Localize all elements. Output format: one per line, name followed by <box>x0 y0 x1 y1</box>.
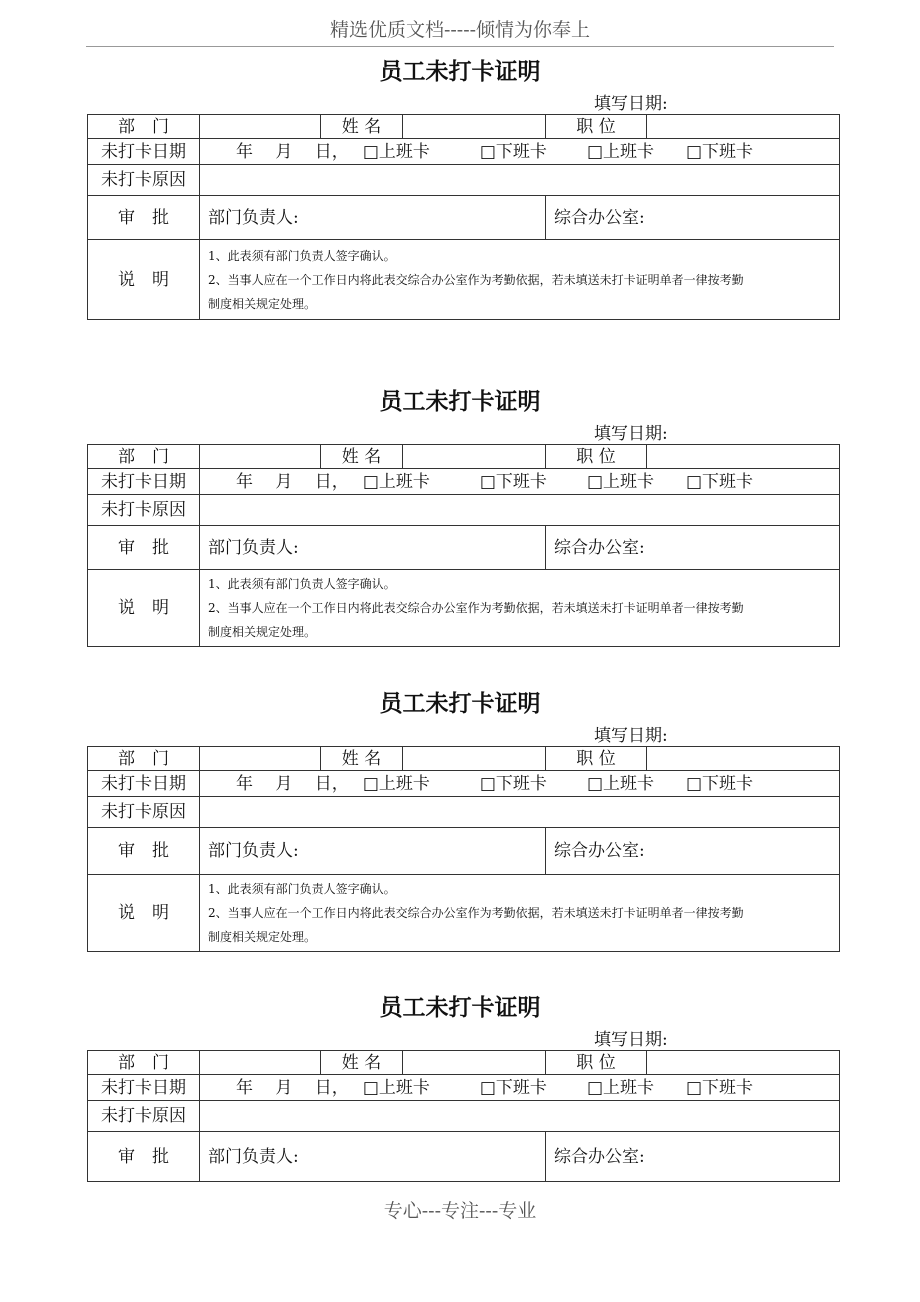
department-label: 部 门 <box>88 747 200 771</box>
name-label: 姓 名 <box>321 115 403 139</box>
missed-date-label: 未打卡日期 <box>88 139 200 165</box>
reason-label: 未打卡原因 <box>88 1101 200 1132</box>
note-2: 2、当事人应在一个工作日内将此表交综合办公室作为考勤依据，若未填送未打卡证明单者一律按考勤 <box>208 601 744 615</box>
form-table <box>87 444 840 647</box>
reason-label: 未打卡原因 <box>88 797 200 828</box>
checkout-checkbox-2[interactable]: □下班卡 <box>686 1077 754 1098</box>
general-office-signature[interactable]: 综合办公室: <box>546 828 840 875</box>
page-header: 精选优质文档-----倾情为你奉上 <box>86 14 834 47</box>
name-field[interactable] <box>403 445 546 469</box>
approval-label: 审 批 <box>88 526 200 570</box>
date-fields: 年 月 日， <box>236 1077 349 1098</box>
checkin-checkbox-2[interactable]: □上班卡 <box>586 141 654 162</box>
checkin-checkbox[interactable]: □上班卡 <box>362 471 430 492</box>
checkout-checkbox[interactable]: □下班卡 <box>479 773 547 794</box>
missed-date-field[interactable] <box>200 771 840 797</box>
approval-label: 审 批 <box>88 1132 200 1182</box>
approval-label: 审 批 <box>88 828 200 875</box>
checkout-checkbox-2[interactable]: □下班卡 <box>686 471 754 492</box>
note-3: 制度相关规定处理。 <box>208 296 317 311</box>
missed-date-field[interactable] <box>200 469 840 495</box>
form-title: 员工未打卡证明 <box>379 59 541 85</box>
name-field[interactable] <box>403 1051 546 1075</box>
checkin-checkbox-2[interactable]: □上班卡 <box>586 471 654 492</box>
position-label: 职 位 <box>546 115 647 139</box>
fill-date-label: 填写日期: <box>594 94 668 114</box>
notes <box>200 570 840 647</box>
checkout-checkbox[interactable]: □下班卡 <box>479 141 547 162</box>
department-field[interactable] <box>200 747 321 771</box>
missed-date-label: 未打卡日期 <box>88 1075 200 1101</box>
reason-field[interactable] <box>200 495 840 526</box>
date-fields: 年 月 日， <box>236 773 349 794</box>
note-3: 制度相关规定处理。 <box>208 625 317 639</box>
missed-date-field[interactable] <box>200 139 840 165</box>
form-table <box>87 1050 840 1182</box>
note-1: 1、此表须有部门负责人签字确认。 <box>208 248 396 263</box>
checkout-checkbox[interactable]: □下班卡 <box>479 1077 547 1098</box>
reason-field[interactable] <box>200 797 840 828</box>
checkin-checkbox-2[interactable]: □上班卡 <box>586 773 654 794</box>
checkin-checkbox[interactable]: □上班卡 <box>362 141 430 162</box>
name-label: 姓 名 <box>321 445 403 469</box>
name-label: 姓 名 <box>321 1051 403 1075</box>
missed-date-field[interactable] <box>200 1075 840 1101</box>
department-field[interactable] <box>200 1051 321 1075</box>
note-2: 2、当事人应在一个工作日内将此表交综合办公室作为考勤依据，若未填送未打卡证明单者一律按考勤 <box>208 272 744 287</box>
department-label: 部 门 <box>88 1051 200 1075</box>
note-1: 1、此表须有部门负责人签字确认。 <box>208 577 396 591</box>
notes-label: 说 明 <box>88 570 200 647</box>
note-1: 1、此表须有部门负责人签字确认。 <box>208 882 396 896</box>
dept-head-signature[interactable]: 部门负责人: <box>200 526 546 570</box>
general-office-signature[interactable]: 综合办公室: <box>546 196 840 240</box>
department-label: 部 门 <box>88 115 200 139</box>
position-field[interactable] <box>647 445 840 469</box>
note-2: 2、当事人应在一个工作日内将此表交综合办公室作为考勤依据，若未填送未打卡证明单者一律按考勤 <box>208 906 744 920</box>
dept-head-signature[interactable]: 部门负责人: <box>200 196 546 240</box>
reason-label: 未打卡原因 <box>88 165 200 196</box>
position-label: 职 位 <box>546 445 647 469</box>
page-footer: 专心---专注---专业 <box>383 1200 537 1222</box>
position-field[interactable] <box>647 115 840 139</box>
checkout-checkbox-2[interactable]: □下班卡 <box>686 773 754 794</box>
checkout-checkbox[interactable]: □下班卡 <box>479 471 547 492</box>
checkout-checkbox-2[interactable]: □下班卡 <box>686 141 754 162</box>
notes <box>200 875 840 952</box>
fill-date-label: 填写日期: <box>594 726 668 746</box>
missed-date-label: 未打卡日期 <box>88 469 200 495</box>
form-title: 员工未打卡证明 <box>379 389 541 415</box>
approval-label: 审 批 <box>88 196 200 240</box>
form-table <box>87 746 840 952</box>
notes-label: 说 明 <box>88 240 200 320</box>
name-field[interactable] <box>403 115 546 139</box>
checkin-checkbox[interactable]: □上班卡 <box>362 1077 430 1098</box>
notes <box>200 240 840 320</box>
department-label: 部 门 <box>88 445 200 469</box>
fill-date-label: 填写日期: <box>594 1030 668 1050</box>
department-field[interactable] <box>200 115 321 139</box>
position-field[interactable] <box>647 1051 840 1075</box>
reason-field[interactable] <box>200 165 840 196</box>
form-title: 员工未打卡证明 <box>379 995 541 1021</box>
position-label: 职 位 <box>546 747 647 771</box>
name-field[interactable] <box>403 747 546 771</box>
general-office-signature[interactable]: 综合办公室: <box>546 1132 840 1182</box>
date-fields: 年 月 日， <box>236 471 349 492</box>
general-office-signature[interactable]: 综合办公室: <box>546 526 840 570</box>
date-fields: 年 月 日， <box>236 141 349 162</box>
checkin-checkbox[interactable]: □上班卡 <box>362 773 430 794</box>
note-3: 制度相关规定处理。 <box>208 930 317 944</box>
name-label: 姓 名 <box>321 747 403 771</box>
reason-field[interactable] <box>200 1101 840 1132</box>
position-field[interactable] <box>647 747 840 771</box>
form-title: 员工未打卡证明 <box>379 691 541 717</box>
department-field[interactable] <box>200 445 321 469</box>
notes-label: 说 明 <box>88 875 200 952</box>
dept-head-signature[interactable]: 部门负责人: <box>200 1132 546 1182</box>
form-table <box>87 114 840 320</box>
missed-date-label: 未打卡日期 <box>88 771 200 797</box>
dept-head-signature[interactable]: 部门负责人: <box>200 828 546 875</box>
fill-date-label: 填写日期: <box>594 424 668 444</box>
reason-label: 未打卡原因 <box>88 495 200 526</box>
checkin-checkbox-2[interactable]: □上班卡 <box>586 1077 654 1098</box>
position-label: 职 位 <box>546 1051 647 1075</box>
